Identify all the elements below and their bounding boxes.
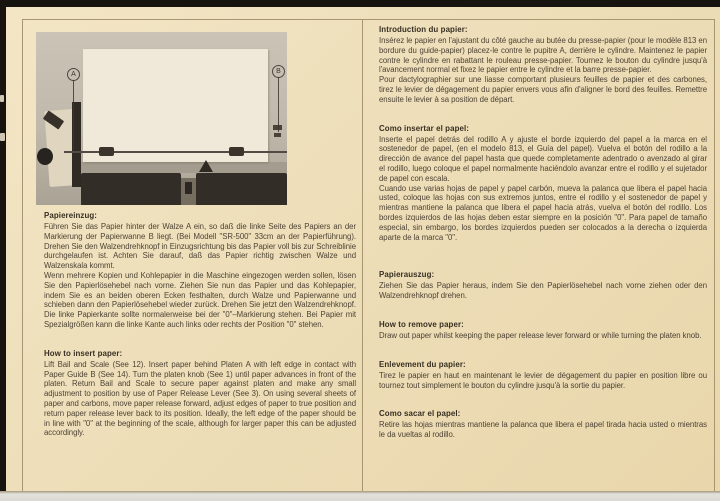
left-column (44, 211, 356, 438)
section-heading-how-to-remove-paper: How to remove paper: (379, 319, 464, 329)
scan-edge-mark (0, 133, 5, 141)
section-heading-papierauszug: Papierauszug: (379, 270, 435, 280)
manual-page (6, 7, 720, 491)
section-paragraph: Tirez le papier en haut en maintenant le levier de dégagement du papier en position libre ou tournez tout simplement le bouton du cylindre jusqu'à la sortie du papier. (379, 370, 707, 390)
paper-bail-bar (64, 151, 287, 153)
section-heading-enlevement-du-papier: Enlevement du papier: (379, 359, 466, 369)
section-como-sacar-el-papel (379, 409, 707, 440)
section-paragraph: Ziehen Sie das Papier heraus, indem Sie den Papierlösehebel nach vorne ziehen oder den Walzendrehknopf drehen. (379, 281, 707, 301)
callout-label-a: A (67, 68, 80, 81)
section-how-to-insert-paper (44, 349, 356, 438)
section-how-to-remove-paper (379, 320, 707, 341)
type-guide-slot (185, 182, 192, 194)
callout-line-b (278, 77, 279, 132)
section-heading-como-insertar-el-papel: Como insertar el papel: (379, 123, 469, 133)
section-paragraph: Retire las hojas mientras mantiene la palanca que libera el papel tirada hacia usted o mientras le da vueltas al rodillo. (379, 420, 707, 440)
section-heading-como-sacar-el-papel: Como sacar el papel: (379, 409, 461, 419)
bail-roller-right (229, 147, 244, 156)
scan-edge-mark (0, 95, 4, 102)
scanner-background-strip (0, 491, 720, 501)
section-paragraph: Pour dactylographier sur une liasse comportant plusieurs feuilles de papier et des carbones, tirez le levier de dégagement du papier envers vous afin d'aligner le bord des feuilles. Remettre ensuite le levier à sa position de départ. (379, 75, 707, 104)
right-column (379, 25, 707, 440)
section-enlevement-du-papier (379, 360, 707, 391)
typewriter-body-left (81, 173, 181, 205)
section-paragraph: Wenn mehrere Kopien und Kohlepapier in die Maschine eingezogen werden sollen, lösen Sie den Papierlösehebel nach vorne. Ziehen Sie nun das Papier und das Kohlepapier, indem Sie es an beiden oberen Ecken festhalten, durch Walze und Papierwanne und schieben dann den Papierlösehebel wieder zurück. Drehen Sie jetzt den Walzendrehknopf. Die linke Papierkante sollte normalerweise bei der "0"–Markierung stehen. Bei Papier mit Spezialgrößen kann die linke Kante auch links oder rechts der Position "0" stehen. (44, 270, 356, 329)
section-paragraph: Draw out paper whilst keeping the paper release lever forward or while turning the platen knob. (379, 330, 702, 340)
section-paragraph: Inserte el papel detrás del rodillo A y ajuste el borde izquierdo del papel a la marca en el sostenedor de papel, (en el modelo 813, el Guía del papel). Vuelva el botón del rodillo a la dirección de avance del papel hasta que quede completamente adentrado o avenzado al girar el rodillo, luego coloque el papel normalmente haciéndolo avanzar entre el rodillo y el sujetador de papel con escala. (379, 134, 707, 183)
inserted-paper-sheet (83, 49, 268, 162)
section-papiereinzug (44, 211, 356, 330)
margin-stop (274, 133, 281, 137)
section-paragraph: Lift Bail and Scale (See 12). Insert paper behind Platen A with left edge in contact with Paper Guide B (See 14). Turn the platen knob (See 1) until paper advances in front of the platen. Return Bail and Scale to secure paper against platen and make any small adjustment to position by use of Paper Release Lever (See 3). On using several sheets of paper and carbons, move paper release forward, adjust edges of paper to true position and return paper release lever back to its position. Ideally, the left edge of the paper should be in line with "0" at the beginning of the scale, although for larger paper this can be adjusted accordingly. (44, 359, 356, 438)
callout-label-b: B (272, 65, 285, 78)
section-paragraph: Führen Sie das Papier hinter der Walze A ein, so daß die linke Seite des Papiers an der Markierung der Papierwanne B liegt. (Bei Modell "SR-500" 33cm an der Papierführung). Drehen Sie den Walzendrehknopf in Einzugsrichtung bis das Papier voll bis zur Schreiblinie durchgelaufen ist. Achten Sie darauf, daß das Papier richtig zwischen Walze und Walzenskala kommt. (44, 222, 356, 271)
platen-knob (37, 148, 53, 165)
column-divider (362, 19, 363, 492)
section-papierauszug (379, 270, 707, 301)
section-heading-introduction-du-papier: Introduction du papier: (379, 25, 468, 34)
bail-roller-left (99, 147, 114, 156)
callout-line-a (73, 80, 74, 150)
section-como-insertar-el-papel (379, 124, 707, 243)
typewriter-body-right (196, 173, 287, 205)
typewriter-photo (36, 32, 287, 205)
section-paragraph: Cuando use varias hojas de papel y papel carbón, mueva la palanca que libera el papel hacia usted, coloque las hojas con sus extremos juntos, entre el rodillo y el sostenedor de papel y mientras mantiene la palanca que libera el papel hacia atrás, vuelva el botón del rodillo. Los bordes izquierdos de las hojas deben estar siempre en la posición "0". Para papel de tamaño especial, sin embargo, los bordes izquierdos pueden ser colocados a la derecha o izquierda aparte de la marca "0". (379, 183, 707, 242)
alignment-pointer (199, 160, 213, 172)
section-heading-how-to-insert-paper: How to insert paper: (44, 348, 123, 358)
platen-roller (64, 162, 287, 173)
section-heading-papiereinzug: Papiereinzug: (44, 211, 98, 220)
section-introduction-du-papier (379, 25, 707, 105)
section-paragraph: Insérez le papier en l'ajustant du côté gauche au butée du presse-papier (pour le modèle 813 en bordure du guide-papier) placez-le contre le pupitre A, derrière le cylindre. Maintenez le papier contre le cylindre en rabattant le rouleau presse-papier. Tournez le bouton du cylindre jusqu'à l'avancement normal et fixez le papier entre le cylindre et la barre presse-papier. (379, 36, 707, 75)
